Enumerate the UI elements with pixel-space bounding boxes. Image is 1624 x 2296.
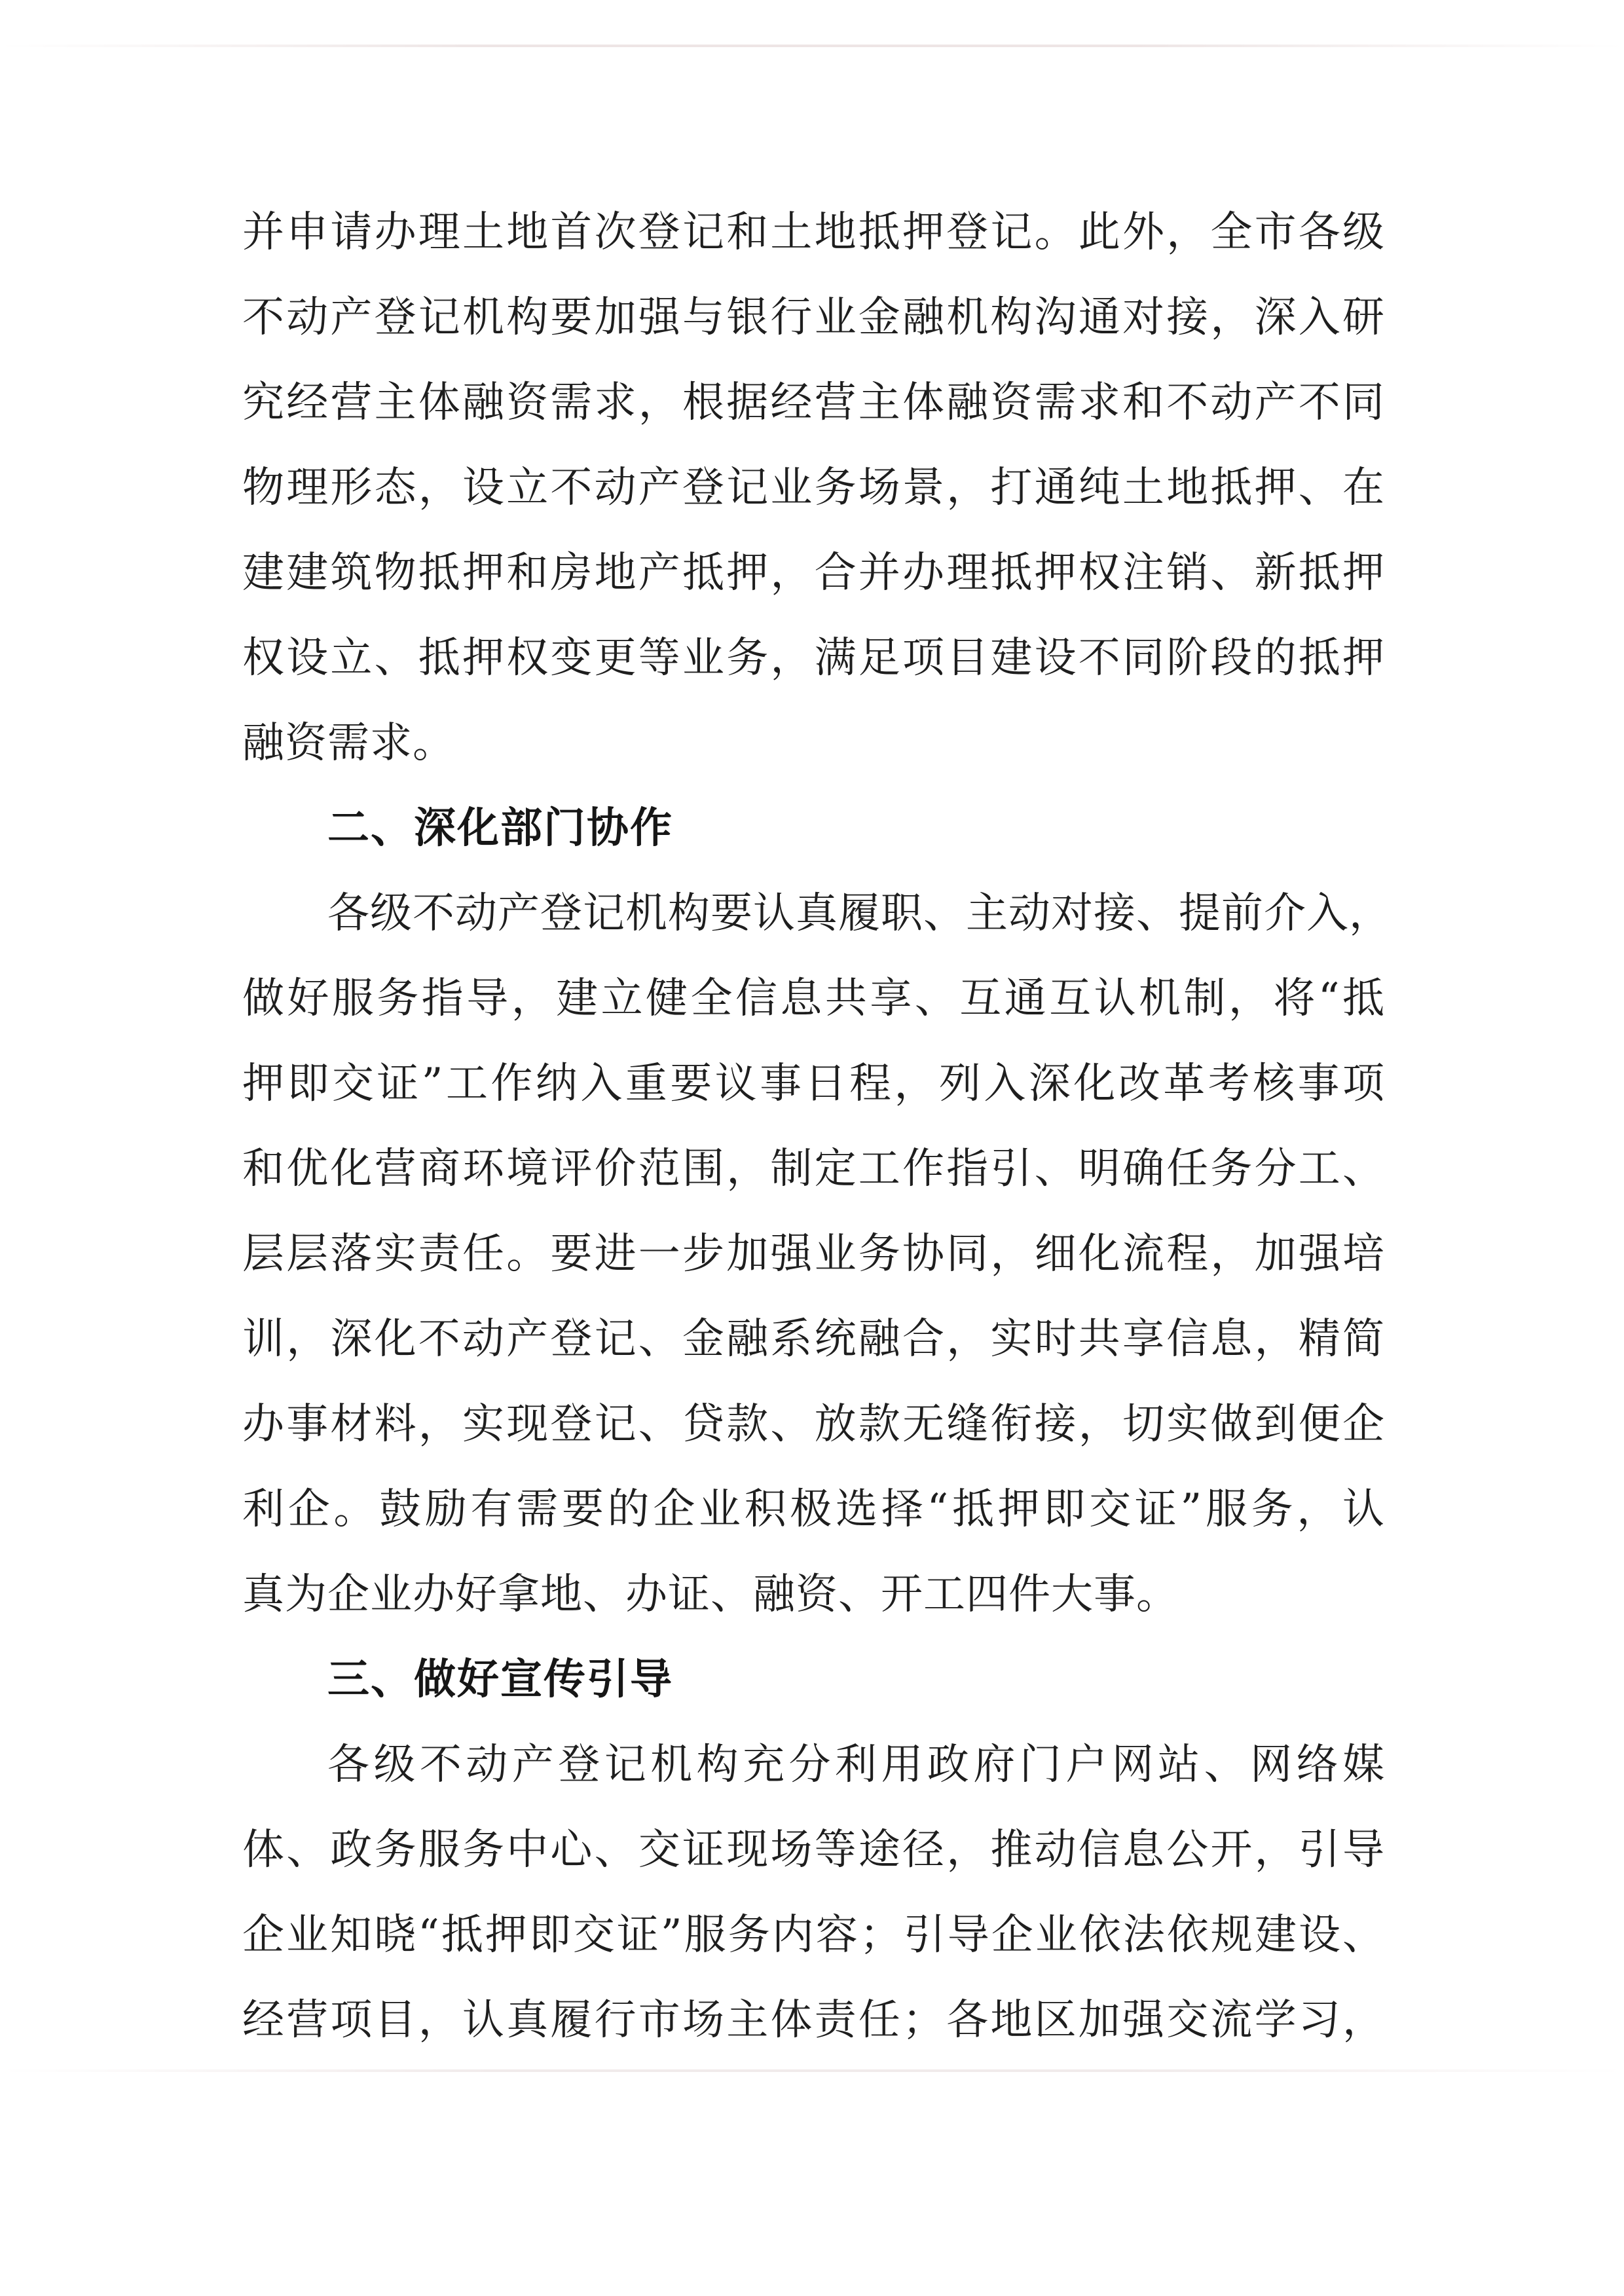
text-line: 物理形态，设立不动产登记业务场景，打通纯土地抵押、在 xyxy=(242,464,1385,512)
text-line: 各级不动产登记机构要认真履职、主动对接、提前介入， xyxy=(327,889,1392,938)
text-line: 各级不动产登记机构充分利用政府门户网站、网络媒 xyxy=(327,1741,1385,1789)
scan-edge-bottom xyxy=(0,2069,1624,2072)
paragraph-3 xyxy=(242,1722,1385,2063)
text-line: 体、政务服务中心、交证现场等途径，推动信息公开，引导 xyxy=(242,1826,1385,1874)
text-line: 真为企业办好拿地、办证、融资、开工四件大事。 xyxy=(242,1570,1179,1619)
scan-edge-top xyxy=(0,45,1624,47)
text-line: 押即交证”工作纳入重要议事日程，列入深化改革考核事项 xyxy=(242,1060,1385,1108)
text-line: 层层落实责任。要进一步加强业务协同，细化流程，加强培 xyxy=(242,1230,1385,1278)
text-line: 不动产登记机构要加强与银行业金融机构沟通对接，深入研 xyxy=(242,293,1385,342)
paragraph-1 xyxy=(242,190,1385,786)
section-heading-3: 三、做好宣传引导 xyxy=(327,1656,673,1704)
paragraph-2 xyxy=(242,871,1392,1637)
text-line: 和优化营商环境评价范围，制定工作指引、明确任务分工、 xyxy=(242,1145,1385,1193)
text-line: 企业知晓“抵押即交证”服务内容；引导企业依法依规建设、 xyxy=(242,1911,1385,1959)
section-heading-2: 二、深化部门协作 xyxy=(327,804,673,853)
text-line: 办事材料，实现登记、贷款、放款无缝衔接，切实做到便企 xyxy=(242,1400,1385,1449)
text-line: 权设立、抵押权变更等业务，满足项目建设不同阶段的抵押 xyxy=(242,634,1385,682)
text-line: 利企。鼓励有需要的企业积极选择“抵押即交证”服务，认 xyxy=(242,1485,1385,1534)
text-line: 融资需求。 xyxy=(242,719,455,768)
text-line: 建建筑物抵押和房地产抵押，合并办理抵押权注销、新抵押 xyxy=(242,549,1385,597)
text-line: 做好服务指导，建立健全信息共享、互通互认机制，将“抵 xyxy=(242,974,1385,1023)
text-line: 经营项目，认真履行市场主体责任；各地区加强交流学习， xyxy=(242,1996,1385,2045)
text-line: 训，深化不动产登记、金融系统融合，实时共享信息，精简 xyxy=(242,1315,1385,1363)
document-body xyxy=(242,190,1392,2063)
text-line: 究经营主体融资需求，根据经营主体融资需求和不动产不同 xyxy=(242,379,1385,427)
text-line: 并申请办理土地首次登记和土地抵押登记。此外，全市各级 xyxy=(242,208,1385,257)
